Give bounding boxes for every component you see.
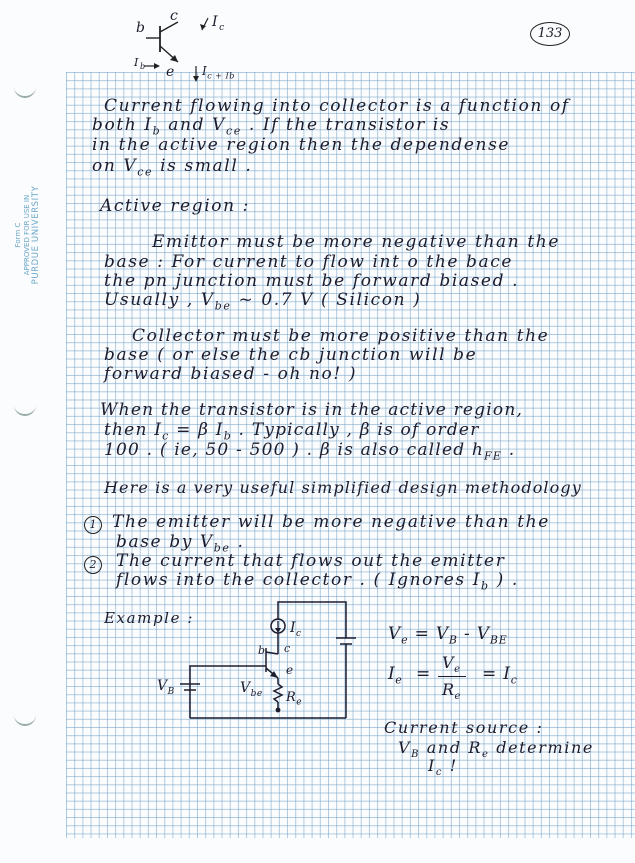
equation-ie-eq: = xyxy=(416,664,432,684)
text-line: forward biased - oh no! ) xyxy=(104,364,358,384)
sketch-label-ic: $I_c$ xyxy=(212,14,226,33)
example-circuit xyxy=(150,596,370,726)
circuit-label-re: $R_e$ xyxy=(286,690,303,708)
fraction-bar xyxy=(438,676,466,677)
circuit-label-ic: $I_c$ xyxy=(290,620,302,639)
sketch-label-ib: $I_b$ xyxy=(134,56,147,72)
stamp-university: PURDUE UNIVERSITY xyxy=(31,185,41,285)
text-line: base ( or else the cb junction will be xyxy=(104,345,478,365)
current-source-line: $V_B$ and $R_e$ determine xyxy=(398,738,594,761)
text-line: on $V_{ce}$ is small . xyxy=(92,156,253,179)
page-number: 133 xyxy=(530,22,570,46)
equation-ie-den: $R_e$ xyxy=(442,680,461,703)
text-line: both $I_b$ and $V_{ce}$ . If the transistor is xyxy=(92,115,451,138)
section-heading: Active region : xyxy=(100,196,250,216)
equation-ie-rhs: = $I_c$ xyxy=(482,664,518,687)
text-line: Collector must be more positive than the xyxy=(132,326,550,346)
text-line: the pn junction must be forward biased . xyxy=(104,271,520,291)
paper-stamp xyxy=(14,180,41,290)
sketch-label-ie: $I_{c + Ib}$ xyxy=(202,64,235,81)
text-line: When the transistor is in the active region, xyxy=(100,400,524,420)
text-line: Here is a very useful simplified design methodology xyxy=(104,478,582,497)
text-line: Current flowing into collector is a function of xyxy=(104,96,570,116)
example-label: Example : xyxy=(104,609,195,627)
sketch-label-b: b xyxy=(136,20,147,36)
stamp-approved: APPROVED FOR USE IN xyxy=(23,194,31,276)
text-line: base : For current to flow int o the bace xyxy=(104,252,514,272)
text-line: Usually , $V_{be}$ ~ 0.7 V ( Silicon ) xyxy=(104,290,422,313)
sketch-label-e: e xyxy=(166,64,176,80)
current-source-last: $I_c$ ! xyxy=(428,756,458,779)
circuit-label-e: e xyxy=(286,663,295,677)
equation-ve: $V_e = V_B - V_{BE}$ xyxy=(388,624,508,647)
equation-ie-lhs: $I_e$ xyxy=(388,664,403,687)
text-line: The current that flows out the emitter xyxy=(116,551,506,571)
text-line: flows into the collector . ( Ignores $I_b$ ) . xyxy=(116,570,519,593)
sketch-label-c: c xyxy=(170,8,180,24)
left-margin xyxy=(0,0,66,863)
equation-ie-num: $V_e$ xyxy=(442,653,461,676)
current-source-title: Current source : xyxy=(384,718,544,737)
text-line: then $I_c = \beta$ $I_b$ . Typically , β is of order xyxy=(104,420,480,443)
list-marker-1: 1 xyxy=(84,516,102,534)
list-marker-2: 2 xyxy=(84,556,102,574)
bottom-margin xyxy=(0,838,635,863)
circuit-label-c: c xyxy=(284,642,292,655)
circuit-label-vbe: $V_{be}$ xyxy=(240,680,263,699)
text-line: The emitter will be more negative than the xyxy=(112,512,550,532)
text-line: in the active region then the dependense xyxy=(92,135,511,155)
circuit-label-vb: $V_B$ xyxy=(157,678,175,697)
stamp-form: Form C xyxy=(14,222,22,248)
text-line: base by $V_{be}$ . xyxy=(116,532,245,555)
text-line: Emittor must be more negative than the xyxy=(152,232,560,252)
circuit-label-b: b xyxy=(258,644,267,657)
text-line: 100 . ( ie, 50 - 500 ) . β is also called $h_{FE}$ . xyxy=(104,440,516,463)
